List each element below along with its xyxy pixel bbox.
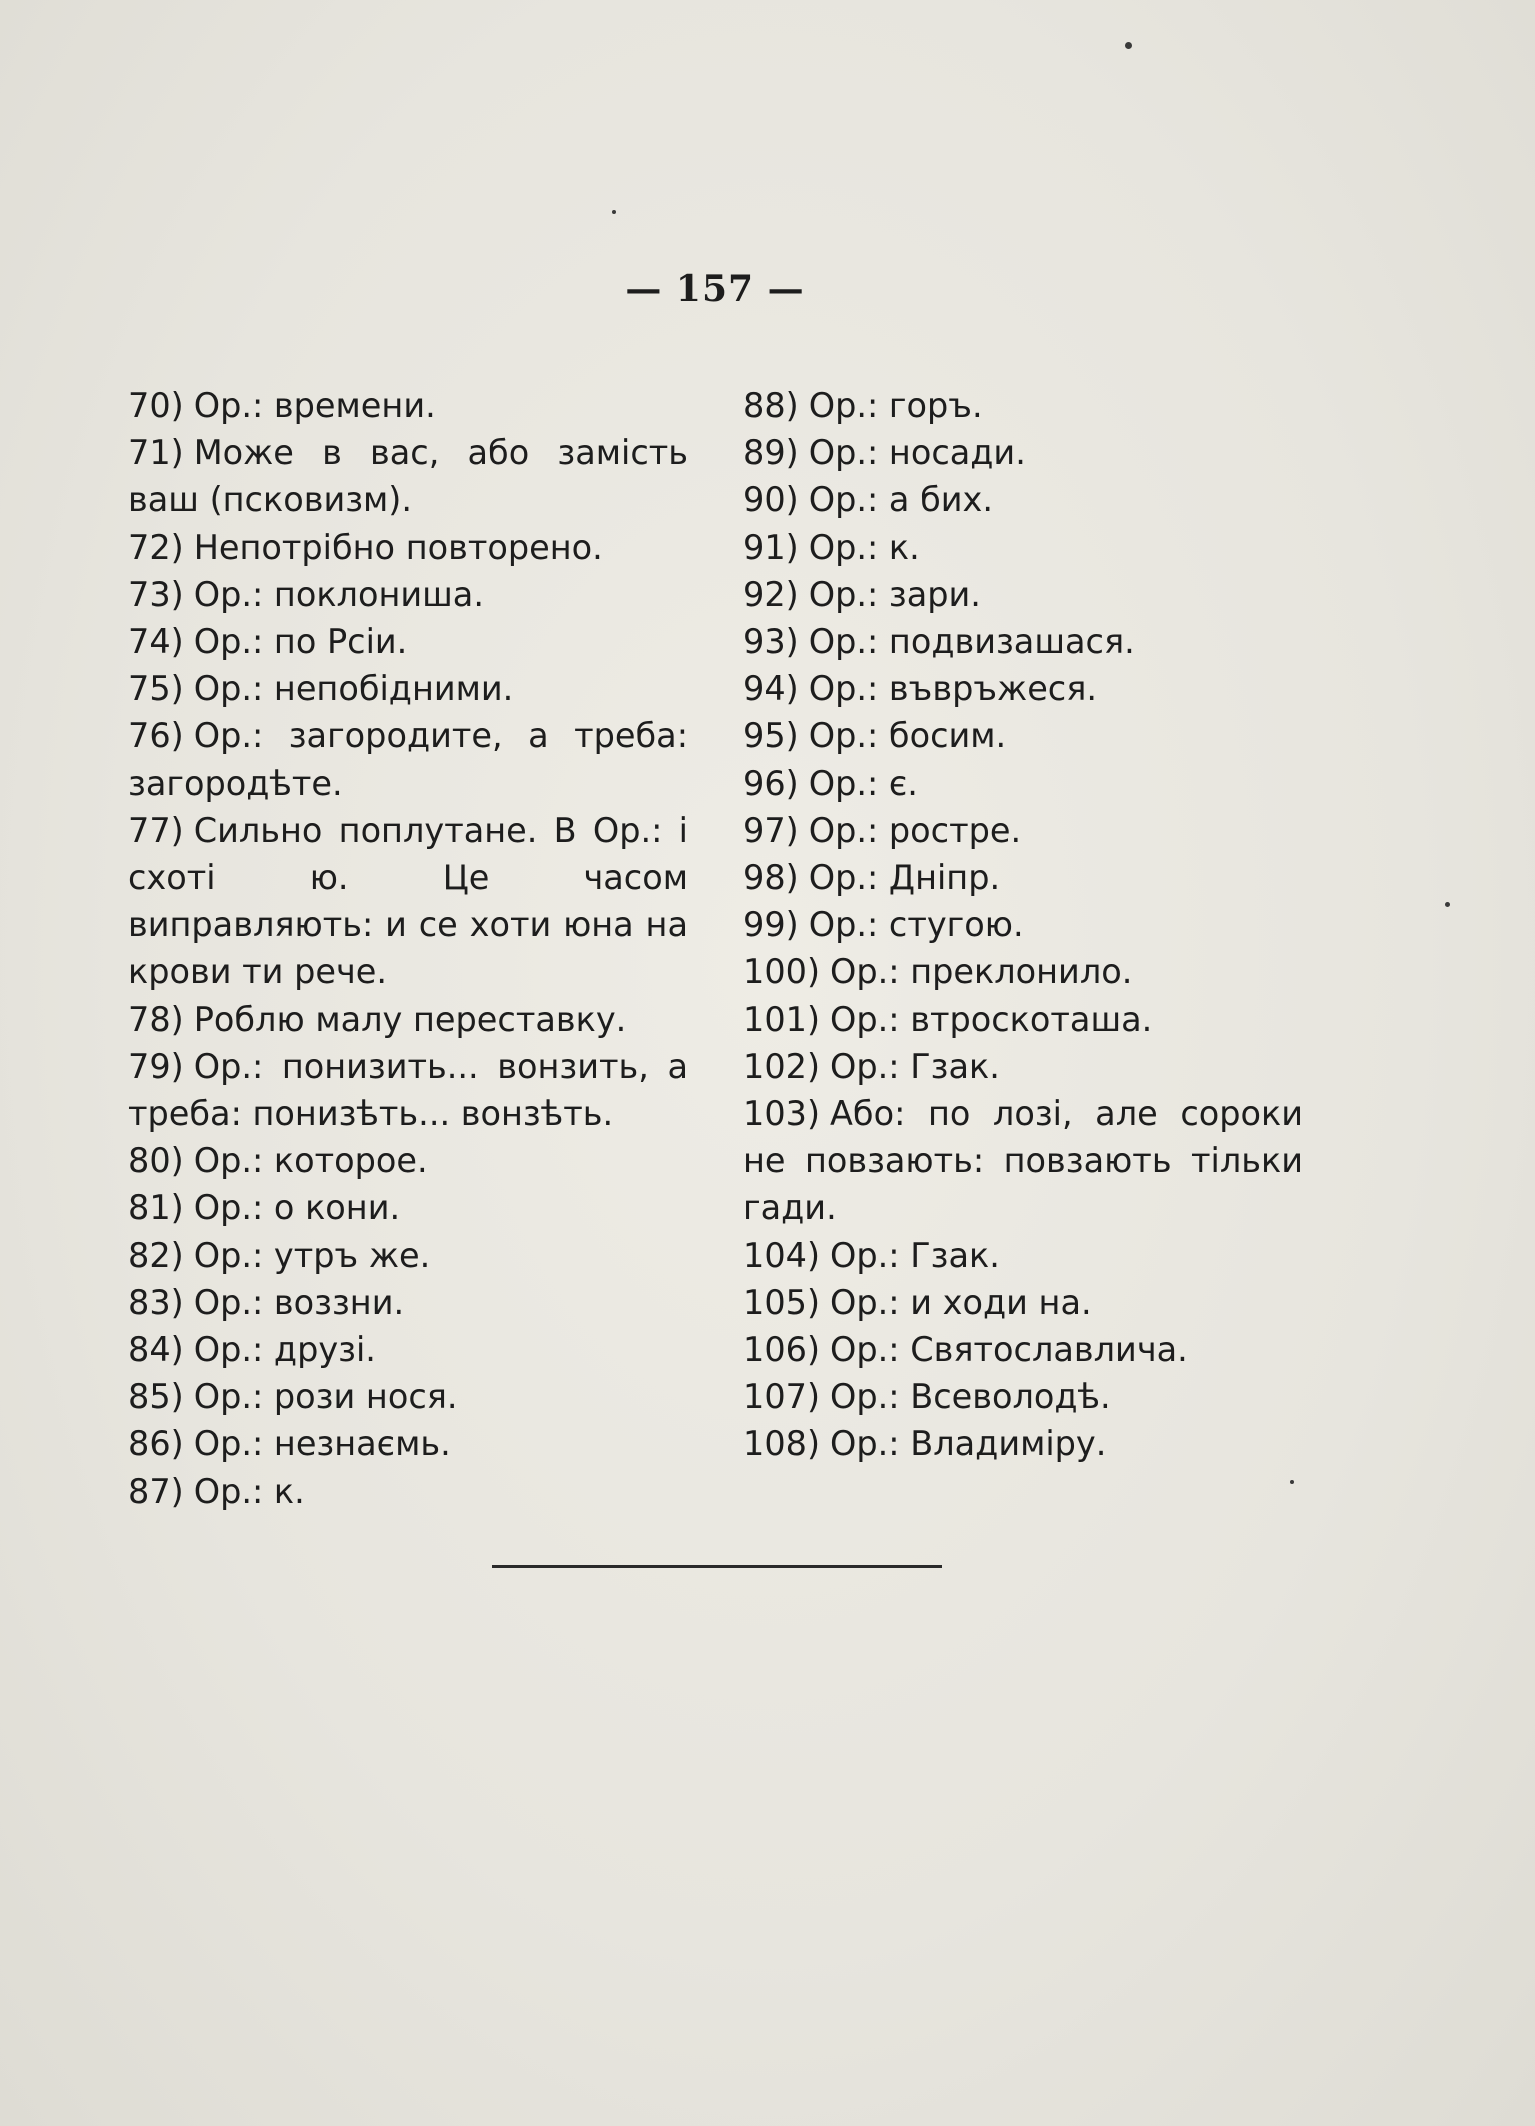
note-item (743, 901, 1303, 948)
page-number: — 157 — (625, 268, 805, 310)
note-number: 74) (128, 622, 184, 662)
note-number: 98) (743, 858, 799, 898)
note-text: Ор.: Всеволодѣ. (830, 1377, 1111, 1417)
note-text: Ор.: которое. (193, 1141, 428, 1181)
note-item (128, 1043, 688, 1137)
note-item (743, 1420, 1303, 1467)
note-number: 96) (743, 763, 799, 803)
note-item (743, 1326, 1303, 1373)
note-item (743, 712, 1303, 759)
note-text: Ор.: к. (193, 1471, 305, 1511)
note-number: 83) (128, 1282, 184, 1322)
note-text: Ор.: зари. (808, 574, 981, 614)
note-item (128, 1373, 688, 1420)
note-number: 107) (743, 1377, 821, 1417)
note-number: 80) (128, 1141, 184, 1181)
notes-column-right (743, 382, 1303, 1468)
note-number: 90) (743, 480, 799, 520)
note-number: 70) (128, 386, 184, 425)
note-text: Ор.: въвръжеся. (808, 669, 1098, 709)
note-item (743, 429, 1303, 476)
note-number: 72) (128, 527, 184, 567)
note-number: 86) (128, 1424, 184, 1464)
note-item (743, 854, 1303, 901)
note-text: Ор.: Гзак. (830, 1235, 1000, 1275)
note-item (128, 571, 688, 618)
note-item (128, 1137, 688, 1184)
note-text: Ор.: к. (808, 527, 920, 567)
note-text: Ор.: загородите, а треба: загородѣте. (128, 716, 688, 803)
note-text: Ор.: стугою. (808, 905, 1024, 945)
note-number: 99) (743, 905, 799, 945)
note-item (128, 665, 688, 712)
note-item (743, 571, 1303, 618)
note-text: Ор.: носади. (808, 433, 1026, 473)
note-item (743, 1043, 1303, 1090)
note-text: Непотрібно повторено. (193, 527, 603, 567)
note-text: Ор.: ростре. (808, 810, 1022, 850)
paper-speck (1125, 42, 1132, 49)
note-number: 73) (128, 574, 184, 614)
note-number: 93) (743, 622, 799, 662)
note-text: Ор.: є. (808, 763, 918, 803)
note-item (743, 524, 1303, 571)
note-text: Може в вас, або замість ваш (псковизм). (128, 433, 688, 520)
notes-column-left (128, 382, 688, 1515)
note-number: 84) (128, 1330, 184, 1370)
note-number: 97) (743, 810, 799, 850)
note-text: Ор.: подвизашася. (808, 622, 1135, 662)
note-number: 89) (743, 433, 799, 473)
note-number: 103) (743, 1094, 821, 1134)
note-text: Ор.: друзі. (193, 1330, 376, 1370)
note-item (128, 618, 688, 665)
note-item (128, 382, 688, 429)
note-number: 78) (128, 999, 184, 1039)
note-item (128, 524, 688, 571)
note-number: 79) (128, 1046, 184, 1086)
note-text: Ор.: поклониша. (193, 574, 484, 614)
note-number: 87) (128, 1471, 184, 1511)
note-item (743, 760, 1303, 807)
note-text: Або: по лозі, але сороки не повзають: повзають тільки гади. (743, 1094, 1303, 1228)
note-item (128, 1232, 688, 1279)
note-item (128, 1420, 688, 1467)
note-number: 77) (128, 810, 184, 850)
note-item (743, 665, 1303, 712)
note-text: Ор.: понизить... вонзить, а треба: понизѣть... вонзѣть. (128, 1046, 688, 1134)
note-text: Ор.: Святославлича. (830, 1330, 1188, 1370)
note-text: Ор.: а бих. (808, 480, 994, 520)
note-number: 88) (743, 386, 799, 425)
note-item (128, 712, 688, 806)
note-number: 105) (743, 1282, 821, 1322)
note-text: Ор.: о кони. (193, 1188, 401, 1228)
note-number: 106) (743, 1330, 821, 1370)
paper-speck (1445, 902, 1450, 907)
note-item (128, 429, 688, 523)
note-number: 71) (128, 433, 184, 473)
note-text: Ор.: Гзак. (830, 1046, 1000, 1086)
note-item (743, 618, 1303, 665)
note-number: 81) (128, 1188, 184, 1228)
note-item (743, 1232, 1303, 1279)
note-text: Ор.: утръ же. (193, 1235, 431, 1275)
note-number: 95) (743, 716, 799, 756)
note-text: Ор.: воззни. (193, 1282, 405, 1322)
note-item (128, 1279, 688, 1326)
note-text: Ор.: преклонило. (830, 952, 1133, 992)
note-item (743, 948, 1303, 995)
note-text: Ор.: рози нося. (193, 1377, 458, 1417)
note-number: 76) (128, 716, 184, 756)
note-text: Ор.: непобідними. (193, 669, 514, 709)
note-text: Ор.: Владиміру. (830, 1424, 1107, 1464)
note-item (743, 1279, 1303, 1326)
note-number: 100) (743, 952, 821, 992)
paper-speck (612, 210, 616, 214)
note-number: 102) (743, 1046, 821, 1086)
note-item (743, 382, 1303, 429)
note-item (128, 1468, 688, 1515)
note-number: 101) (743, 999, 821, 1039)
note-text: Ор.: горъ. (808, 386, 983, 425)
note-item (128, 807, 688, 996)
note-text: Ор.: незнаємь. (193, 1424, 451, 1464)
note-number: 92) (743, 574, 799, 614)
note-item (128, 996, 688, 1043)
note-number: 85) (128, 1377, 184, 1417)
note-number: 91) (743, 527, 799, 567)
note-number: 108) (743, 1424, 821, 1464)
note-item (743, 1373, 1303, 1420)
note-item (128, 1326, 688, 1373)
note-text: Ор.: Дніпр. (808, 858, 1001, 898)
note-item (743, 807, 1303, 854)
note-number: 75) (128, 669, 184, 709)
note-item (743, 1090, 1303, 1232)
note-number: 104) (743, 1235, 821, 1275)
note-item (743, 996, 1303, 1043)
note-text: Роблю малу переставку. (193, 999, 627, 1039)
note-text: Ор.: и ходи на. (830, 1282, 1092, 1322)
note-text: Ор.: втроскоташа. (830, 999, 1153, 1039)
note-text: Ор.: времени. (193, 386, 436, 425)
note-number: 82) (128, 1235, 184, 1275)
note-number: 94) (743, 669, 799, 709)
note-item (743, 476, 1303, 523)
note-item (128, 1184, 688, 1231)
note-text: Сильно поплутане. В Ор.: і схоті ю. Це часом виправляють: и се хоти юна на крови ти рече. (128, 810, 688, 992)
section-divider (492, 1565, 942, 1568)
note-text: Ор.: по Рсіи. (193, 622, 408, 662)
note-text: Ор.: босим. (808, 716, 1007, 756)
paper-speck (1290, 1480, 1294, 1484)
